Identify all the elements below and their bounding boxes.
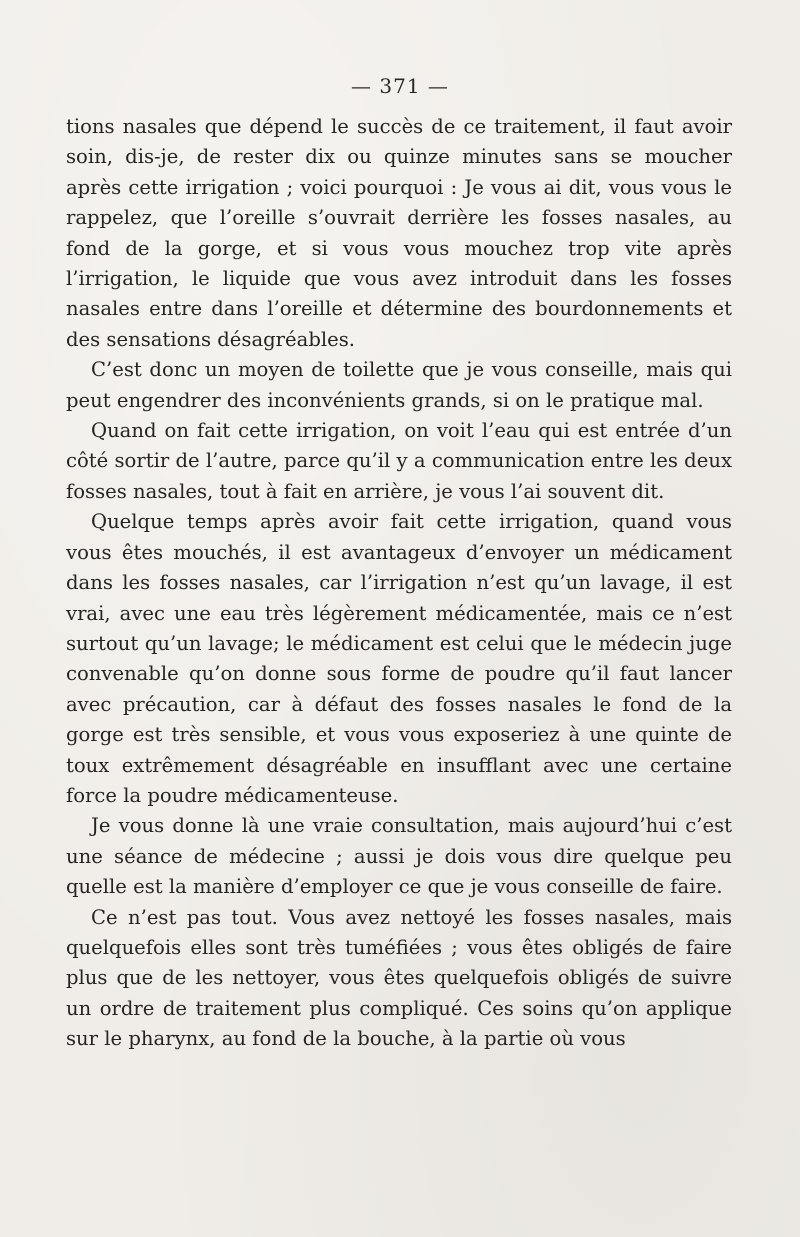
paragraph: Je vous donne là une vraie consultation, mais aujourd’hui c’est une séance de médecine ; aussi je dois vous dire quelque peu quelle est la manière d’employer ce que je vous conseille de faire. [66, 814, 732, 899]
paragraph: Quand on fait cette irrigation, on voit l’eau qui est entrée d’un côté sortir de l’autre, parce qu’il y a communication entre les deux fosses nasales, tout à fait en arrière, je vous l’ai souvent dit. [66, 419, 732, 503]
paragraph: C’est donc un moyen de toilette que je vous conseille, mais qui peut engendrer des inconvénients grands, si on le pratique mal. [66, 358, 732, 412]
paragraph: Ce n’est pas tout. Vous avez nettoyé les fosses nasales, mais quelquefois elles sont très tuméfiées ; vous êtes obligés de faire plus que de les nettoyer, vous êtes quelquefois obligés de suivre un ordre de traitement plus compliqué. Ces soins qu’on applique sur le pharynx, au fond de la bouche, à la partie où vous [66, 905, 732, 1051]
page-number: — 371 — [351, 74, 449, 98]
paragraph-continued: tions nasales que dépend le succès de ce traitement, il faut avoir soin, dis-je, de rester dix ou quinze minutes sans se moucher après cette irrigation ; voici pourquoi : Je vous ai dit, vous vous le rappelez, que l’oreille s’ouvrait derrière les fosses nasales, au fond de la gorge, et si vous vous mouchez trop vite après l’irrigation, le liquide que vous avez introduit dans les fosses nasales entre dans l’oreille et détermine des bourdonnements et des sensations désagréables. [66, 115, 732, 351]
page-body [66, 112, 732, 1055]
paragraph: Quelque temps après avoir fait cette irrigation, quand vous vous êtes mouchés, il est avantageux d’envoyer un médicament dans les fosses nasales, car l’irrigation n’est qu’un lavage, il est vrai, avec une eau très légèrement médicamentée, mais ce n’est surtout qu’un lavage; le médicament est celui que le médecin juge convenable qu’on donne sous forme de poudre qu’il faut lancer avec précaution, car à défaut des fosses nasales le fond de la gorge est très sensible, et vous vous exposeriez à une quinte de toux extrêmement désagréable en insufflant avec une certaine force la poudre médicamenteuse. [66, 510, 732, 807]
